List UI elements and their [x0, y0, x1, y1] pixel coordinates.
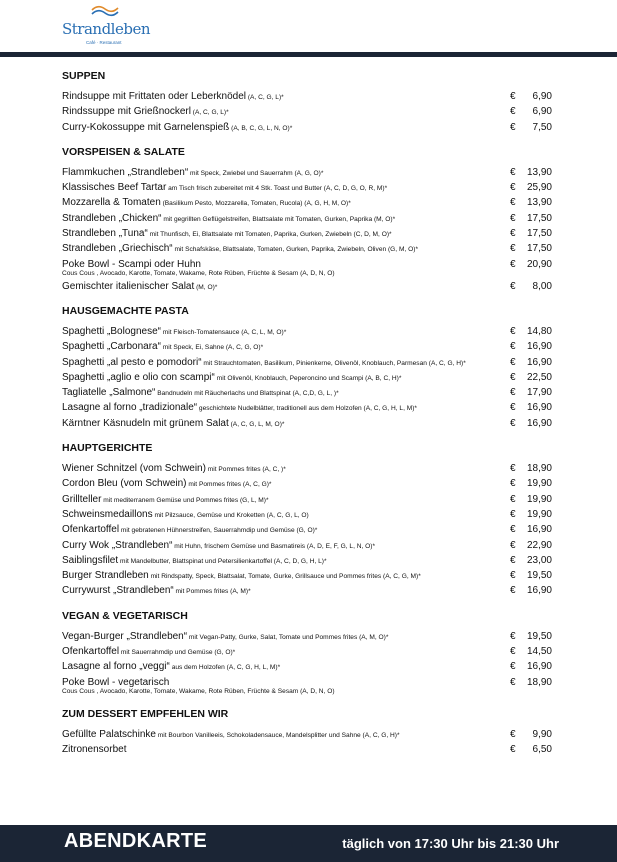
item-name: Grillteller [62, 493, 102, 505]
price-currency: € [510, 676, 516, 688]
menu-item [62, 629, 552, 644]
item-name: Spaghetti „al pesto e pomodori“ [62, 356, 202, 368]
menu-item [62, 355, 552, 370]
item-name: Schweinsmedaillons [62, 508, 153, 520]
price-amount: 16,90 [526, 356, 552, 368]
price-currency: € [510, 106, 516, 118]
price-amount: 17,50 [526, 228, 552, 240]
price-amount: 7,50 [532, 121, 552, 133]
price-currency: € [510, 728, 516, 740]
bottom-bar [0, 825, 617, 862]
menu-item [62, 165, 552, 180]
item-name: Spaghetti „Carbonara“ [62, 341, 161, 353]
waves-icon [90, 4, 120, 18]
item-description: mit Pilzsauce, Gemüse und Kroketten (A, C, G, L, O) [152, 511, 309, 519]
price-currency: € [510, 121, 516, 133]
menu-section [62, 70, 552, 135]
price-amount: 16,90 [526, 341, 552, 353]
item-name: Strandleben „Chicken“ [62, 212, 162, 224]
menu-item [62, 339, 552, 354]
price-currency: € [510, 243, 516, 255]
price-currency: € [510, 417, 516, 429]
price-currency: € [510, 524, 516, 536]
menu-list [62, 70, 552, 768]
menu-title: ABENDKARTE [64, 830, 207, 852]
price-currency: € [510, 539, 516, 551]
item-description: mit Bourbon Vanilleeis, Schokoladensauce, Mandelsplitter und Sahne (A, C, G, H)* [155, 731, 400, 739]
menu-item [62, 742, 552, 757]
item-name: Kärntner Käsnudeln mit grünem Salat [62, 417, 229, 429]
price-currency: € [510, 661, 516, 673]
price-currency: € [510, 646, 516, 658]
logo-name: Strandleben [62, 20, 150, 38]
menu-item [62, 522, 552, 537]
price-currency: € [510, 493, 516, 505]
price-currency: € [510, 508, 516, 520]
item-name: Cordon Bleu (vom Schwein) [62, 478, 187, 490]
item-description: (Basilikum Pesto, Mozzarella, Tomaten, Rucola) (A, G, H, M, O)* [160, 200, 351, 208]
item-name: Ofenkartoffel [62, 524, 120, 536]
opening-hours: täglich von 17:30 Uhr bis 21:30 Uhr [342, 836, 559, 851]
item-name: Strandleben „Tuna“ [62, 228, 148, 240]
price-currency: € [510, 478, 516, 490]
item-name: Curry-Kokossuppe mit Garnelenspieß [62, 121, 230, 133]
menu-section [62, 305, 552, 431]
item-name: Poke Bowl - Scampi oder Huhn [62, 258, 201, 270]
price-currency: € [510, 91, 516, 102]
item-description: mit Speck, Zwiebel und Sauerrahm (A, G, O)* [188, 169, 324, 177]
item-name: Wiener Schnitzel (vom Schwein) [62, 463, 206, 475]
menu-item [62, 675, 552, 697]
item-name: Ofenkartoffel [62, 646, 120, 658]
menu-item [62, 400, 552, 415]
item-description: am Tisch frisch zubereitet mit 4 Stk. Toast und Butter (A, C, D, G, O, R, M)* [166, 185, 388, 193]
price-amount: 19,90 [526, 493, 552, 505]
section-title: ZUM DESSERT EMPFEHLEN WIR [62, 707, 229, 720]
menu-item [62, 195, 552, 210]
price-amount: 17,50 [526, 212, 552, 224]
menu-item [62, 89, 552, 104]
item-name: Rindsuppe mit Frittaten oder Leberknödel [62, 91, 246, 102]
menu-item [62, 257, 552, 279]
item-name: Tagliatelle „Salmone“ [62, 387, 156, 399]
menu-item [62, 492, 552, 507]
item-name: Curry Wok „Strandleben“ [62, 539, 173, 551]
menu-item [62, 416, 552, 431]
item-description: mit Strauchtomaten, Basilikum, Pinienkerne, Olivenöl, Knoblauch, Parmesan (A, C, G, H)* [201, 359, 466, 367]
item-description: aus dem Holzofen (A, C, G, H, L, M)* [169, 664, 281, 672]
menu-section [62, 708, 552, 758]
price-amount: 19,50 [526, 630, 552, 642]
menu-section [62, 442, 552, 599]
price-amount: 6,90 [532, 106, 552, 118]
item-name: Gefüllte Palatschinke [62, 728, 156, 740]
section-title: VEGAN & VEGETARISCH [62, 609, 188, 622]
price-currency: € [510, 212, 516, 224]
item-description: mit Pommes frites (A, C, )* [205, 466, 286, 474]
price-currency: € [510, 371, 516, 383]
item-description: mit mediterranem Gemüse und Pommes frites (G, L, M)* [101, 496, 269, 504]
price-amount: 6,50 [532, 743, 552, 755]
price-amount: 22,50 [526, 371, 552, 383]
item-description: (M, O)* [194, 283, 218, 291]
item-name: Gemischter italienischer Salat [62, 280, 195, 292]
price-amount: 14,80 [526, 325, 552, 337]
item-description: geschichtete Nudelblätter, traditionell aus dem Holzofen (A, C, G, H, L, M)* [197, 405, 417, 413]
menu-item [62, 226, 552, 241]
price-amount: 9,90 [532, 728, 552, 740]
item-name: Zitronensorbet [62, 743, 127, 755]
section-title: VORSPEISEN & SALATE [62, 145, 185, 158]
price-currency: € [510, 356, 516, 368]
menu-section [62, 610, 552, 697]
price-currency: € [510, 258, 516, 270]
item-name: Currywurst „Strandleben“ [62, 585, 174, 597]
item-description: (A, C, G, L)* [246, 94, 284, 101]
menu-item [62, 180, 552, 195]
item-name: Lasagne al forno „tradizionale“ [62, 402, 198, 414]
item-description: (A, C, G, L)* [190, 109, 229, 117]
item-name: Rindssuppe mit Grießnockerl [62, 106, 191, 118]
menu-item [62, 461, 552, 476]
item-subline: Cous Cous , Avocado, Karotte, Tomate, Wakame, Rote Rüben, Früchte & Sesam (A, D, N, O) [62, 269, 335, 277]
price-amount: 20,90 [526, 258, 552, 270]
menu-section [62, 146, 552, 294]
section-title: HAUPTGERICHTE [62, 442, 153, 455]
item-description: mit Rindspatty, Speck, Blattsalat, Tomate, Gurke, Grillsauce und Pommes frites (A, C, G, M)* [148, 573, 421, 581]
menu-item [62, 241, 552, 256]
price-currency: € [510, 743, 516, 755]
price-amount: 17,50 [526, 243, 552, 255]
price-currency: € [510, 585, 516, 597]
menu-item [62, 507, 552, 522]
price-currency: € [510, 554, 516, 566]
item-description: mit gegrillten Geflügelstreifen, Blattsalate mit Tomaten, Gurken, Paprika (M, O)* [161, 215, 396, 223]
price-currency: € [510, 341, 516, 353]
logo-subtitle: Café · Restaurant [86, 40, 122, 45]
price-currency: € [510, 402, 516, 414]
item-name: Saiblingsfilet [62, 554, 119, 566]
menu-item [62, 324, 552, 339]
item-description: mit Thunfisch, Ei, Blattsalate mit Tomaten, Paprika, Gurken, Zwiebeln (C, D, M, O)* [147, 231, 392, 239]
price-currency: € [510, 166, 516, 178]
menu-item [62, 211, 552, 226]
price-currency: € [510, 280, 516, 292]
section-title: HAUSGEMACHTE PASTA [62, 304, 189, 317]
price-amount: 25,90 [526, 182, 552, 194]
price-amount: 14,50 [526, 646, 552, 658]
price-amount: 8,00 [532, 280, 552, 292]
menu-item [62, 538, 552, 553]
price-currency: € [510, 630, 516, 642]
item-description: mit Schafskäse, Blattsalate, Tomaten, Gurken, Paprika, Zwiebeln, Oliven (G, M, O)* [172, 246, 419, 254]
price-amount: 19,90 [526, 508, 552, 520]
item-name: Spaghetti „Bolognese“ [62, 325, 161, 337]
item-description: mit Vegan-Patty, Gurke, Salat, Tomate und Pommes frites (A, M, O)* [187, 633, 389, 641]
item-name: Strandleben „Griechisch“ [62, 243, 173, 255]
item-description: mit Huhn, frischem Gemüse und Basmatireis (A, D, E, F, G, L, N, O)* [172, 542, 376, 550]
menu-item [62, 104, 552, 119]
price-amount: 16,90 [526, 402, 552, 414]
price-amount: 16,90 [526, 524, 552, 536]
item-description: mit Pommes frites (A, M)* [173, 588, 251, 596]
menu-item [62, 120, 552, 135]
price-currency: € [510, 463, 516, 475]
item-description: (A, B, C, G, L, N, O)* [229, 124, 293, 132]
item-description: (A, C, G, L, M, O)* [228, 420, 285, 428]
menu-item [62, 279, 552, 294]
menu-item [62, 644, 552, 659]
price-amount: 23,00 [526, 554, 552, 566]
item-description: mit Speck, Ei, Sahne (A, C, G, O)* [160, 344, 264, 352]
menu-item [62, 553, 552, 568]
price-amount: 22,90 [526, 539, 552, 551]
price-currency: € [510, 182, 516, 194]
item-subline: Cous Cous , Avocado, Karotte, Tomate, Wakame, Rote Rüben, Früchte & Sesam (A, D, N, O) [62, 687, 335, 695]
menu-item [62, 659, 552, 674]
price-amount: 16,90 [526, 661, 552, 673]
item-name: Poke Bowl - vegetarisch [62, 676, 170, 688]
item-name: Burger Strandleben [62, 570, 149, 582]
price-currency: € [510, 197, 516, 209]
item-description: mit Fleisch-Tomatensauce (A, C, L, M, O)* [160, 328, 287, 336]
price-currency: € [510, 387, 516, 399]
price-amount: 16,90 [526, 585, 552, 597]
price-amount: 13,90 [526, 166, 552, 178]
price-amount: 17,90 [526, 387, 552, 399]
top-bar [0, 52, 617, 57]
price-amount: 19,50 [526, 570, 552, 582]
item-description: mit Olivenöl, Knoblauch, Peperoncino und Scampi (A, B, C, H)* [214, 374, 402, 382]
item-name: Lasagne al forno „veggi“ [62, 661, 170, 673]
item-name: Vegan-Burger „Strandleben“ [62, 630, 188, 642]
item-name: Flammkuchen „Strandleben“ [62, 166, 189, 178]
menu-item [62, 370, 552, 385]
price-currency: € [510, 228, 516, 240]
menu-item [62, 476, 552, 491]
item-name: Klassisches Beef Tartar [62, 182, 167, 194]
price-amount: 16,90 [526, 417, 552, 429]
price-amount: 18,90 [526, 463, 552, 475]
section-title: SUPPEN [62, 70, 106, 82]
price-amount: 18,90 [526, 676, 552, 688]
item-description: Bandnudeln mit Räucherlachs und Blattspinat (A, C,D, G, L, )* [155, 390, 339, 398]
item-name: Mozzarella & Tomaten [62, 197, 161, 209]
menu-item [62, 583, 552, 598]
menu-item [62, 568, 552, 583]
logo [62, 4, 150, 50]
item-description: mit Sauerrahmdip und Gemüse (G, O)* [119, 649, 236, 657]
item-description: mit Pommes frites (A, C, G)* [186, 481, 272, 489]
price-currency: € [510, 325, 516, 337]
item-description: mit Mandelbutter, Blattspinat und Petersilienkartoffel (A, C, D, G, H, L)* [118, 557, 327, 565]
price-amount: 13,90 [526, 197, 552, 209]
price-currency: € [510, 570, 516, 582]
price-amount: 6,90 [532, 91, 552, 102]
menu-item [62, 727, 552, 742]
item-description: mit gebratenen Hühnerstreifen, Sauerrahmdip und Gemüse (G, O)* [119, 527, 318, 535]
item-name: Spaghetti „aglio e olio con scampi“ [62, 371, 215, 383]
price-amount: 19,90 [526, 478, 552, 490]
menu-item [62, 385, 552, 400]
